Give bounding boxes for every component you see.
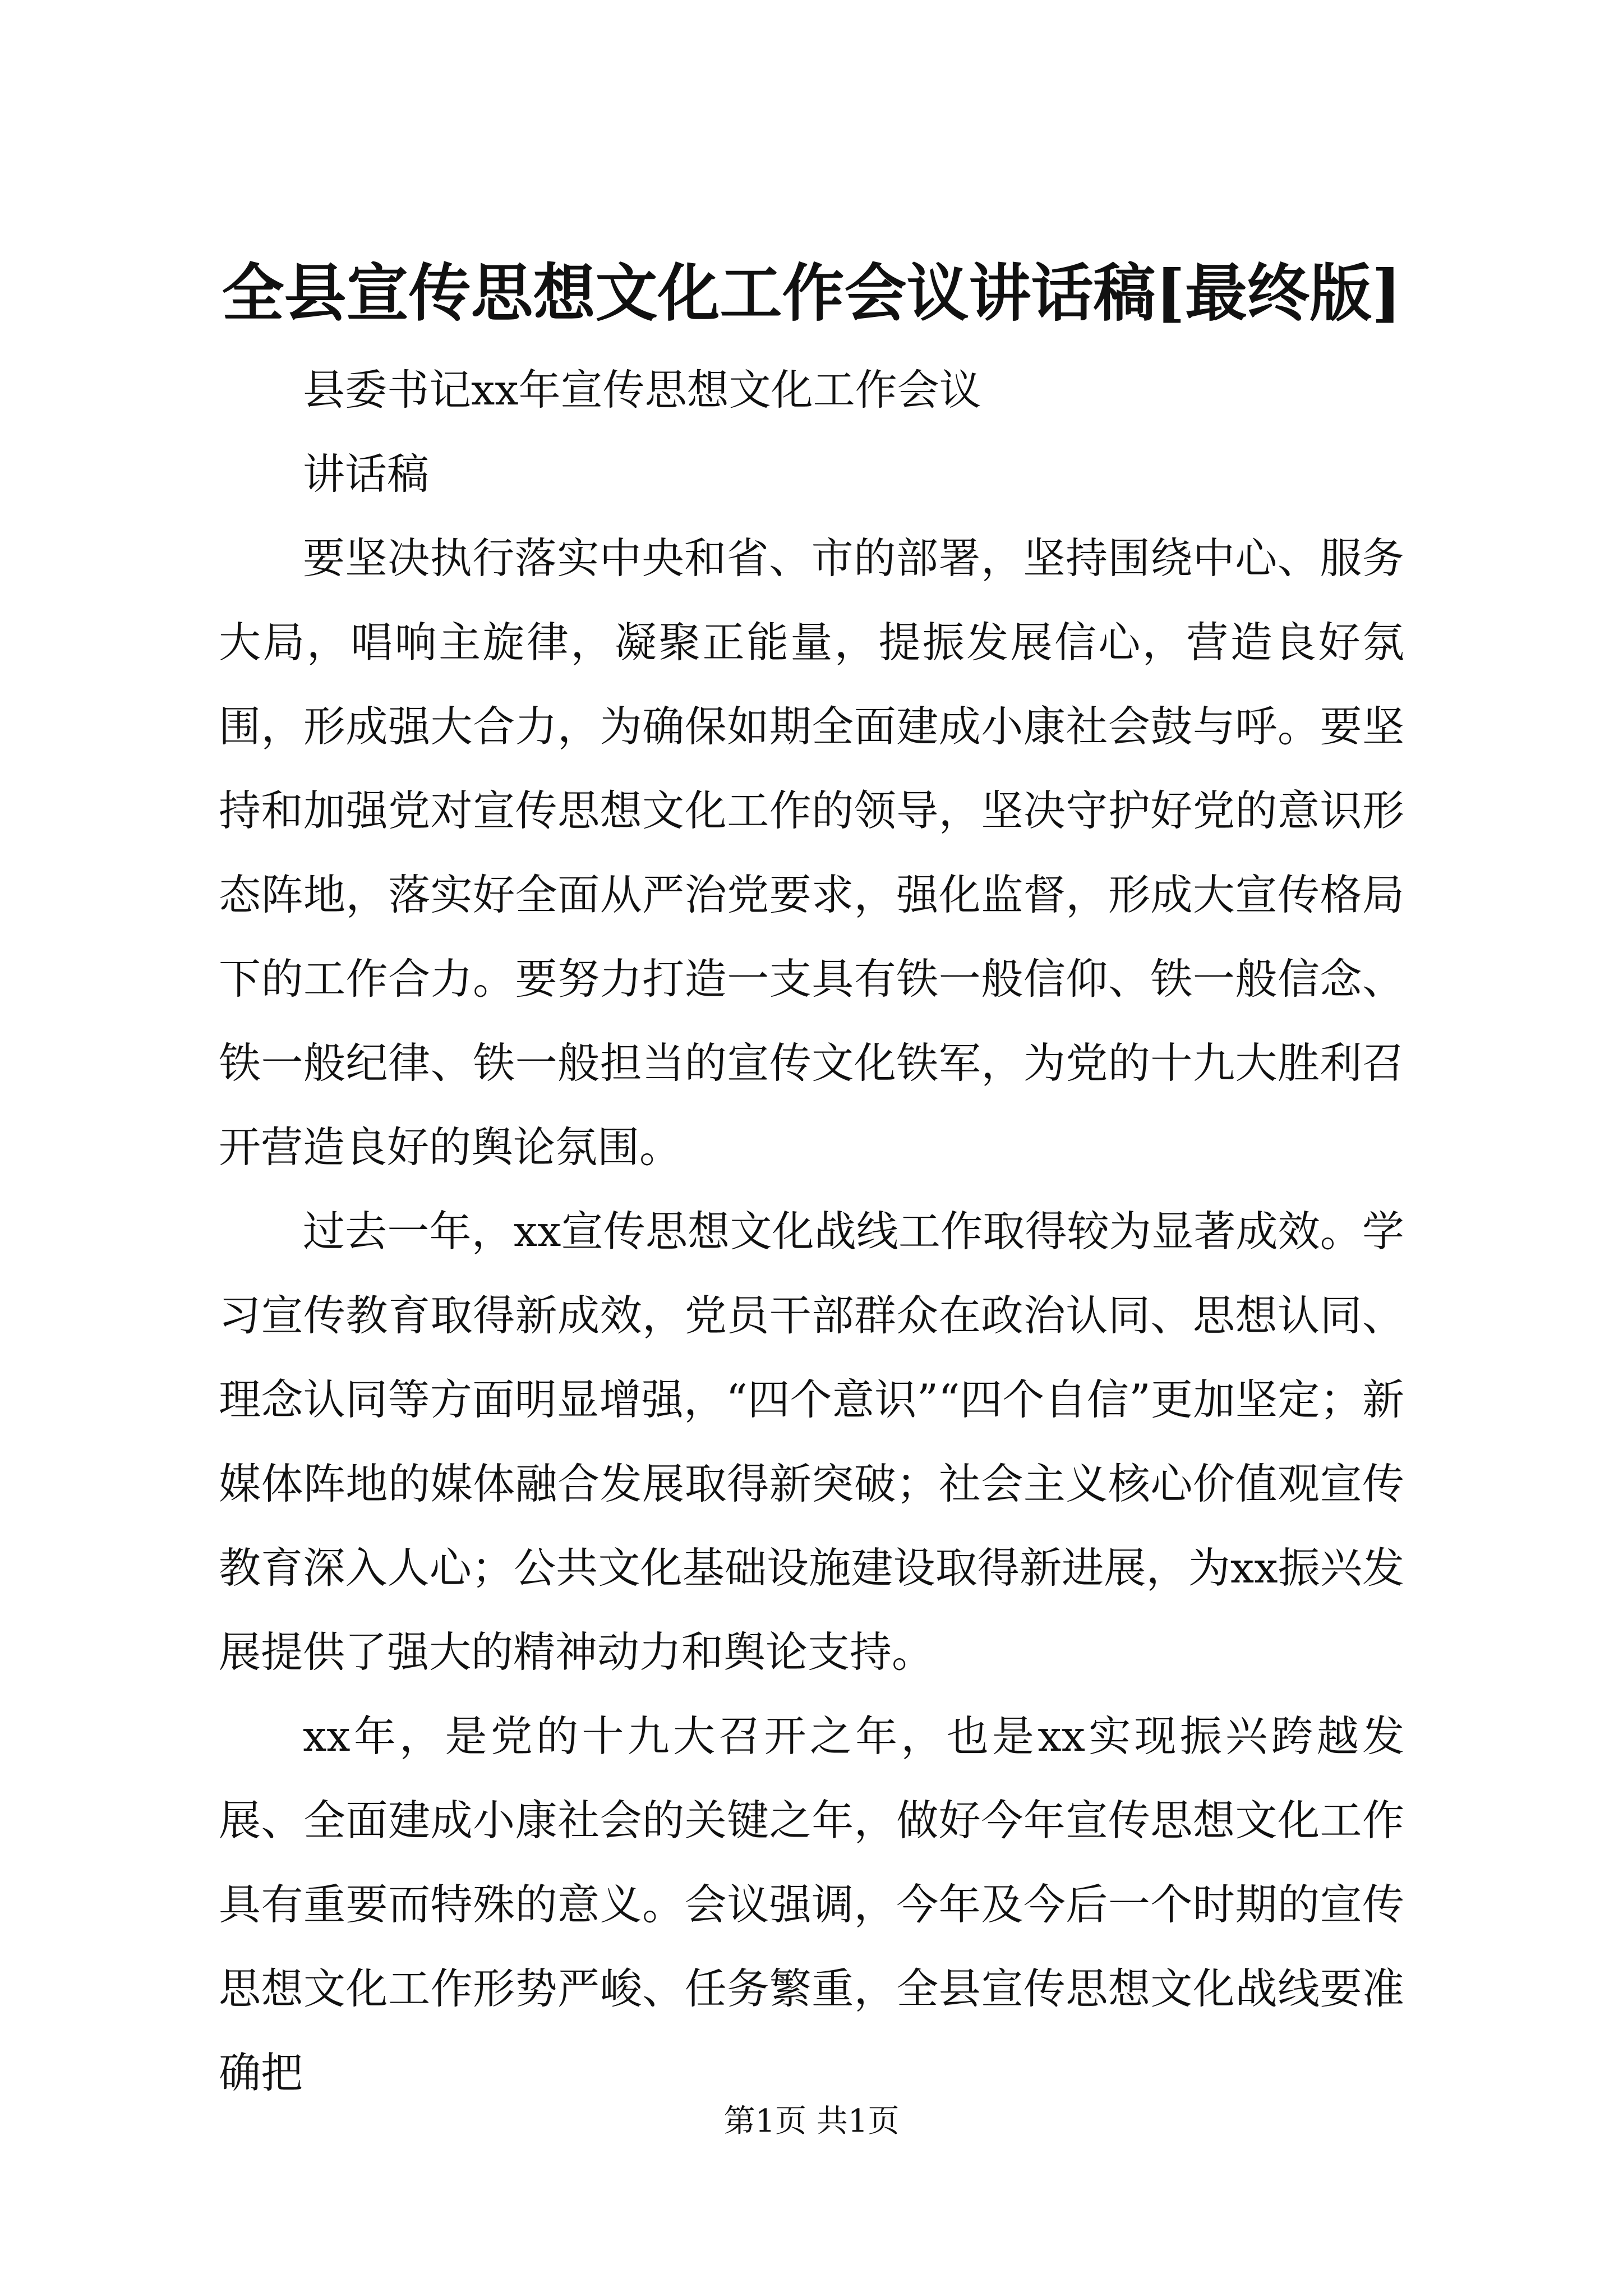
body-paragraph: xx年，是党的十九大召开之年，也是xx实现振兴跨越发展、全面建成小康社会的关键之年，做好今年宣传思想文化工作具有重要而特殊的意义。会议强调，今年及今后一个时期的宣传思想文化工作形势严峻、任务繁重，全县宣传思想文化战线要准确把 [219,1711,1404,2097]
subtitle-line: 县委书记xx年宣传思想文化工作会议 [303,365,981,415]
document-body [219,348,1404,2115]
page-number-footer: 第1页 共1页 [723,2103,900,2139]
subtitle-continuation: 讲话稿 [303,449,430,499]
body-paragraph: 过去一年，xx宣传思想文化战线工作取得较为显著成效。学习宣传教育取得新成效，党员干部群众在政治认同、思想认同、理念认同等方面明显增强，“四个意识”“四个自信”更加坚定；新媒体阵地的媒体融合发展取得新突破；社会主义核心价值观宣传教育深入人心；公共文化基础设施建设取得新进展，为xx振兴发展提供了强大的精神动力和舆论支持。 [219,1207,1404,1677]
document-title: 全县宣传思想文化工作会议讲话稿[最终版] [222,257,1401,330]
body-paragraph: 要坚决执行落实中央和省、市的部署，坚持围绕中心、服务大局，唱响主旋律，凝聚正能量，提振发展信心，营造良好氛围，形成强大合力，为确保如期全面建成小康社会鼓与呼。要坚持和加强党对宣传思想文化工作的领导，坚决守护好党的意识形态阵地，落实好全面从严治党要求，强化监督，形成大宣传格局下的工作合力。要努力打造一支具有铁一般信仰、铁一般信念、铁一般纪律、铁一般担当的宣传文化铁军，为党的十九大胜利召开营造良好的舆论氛围。 [219,533,1404,1172]
